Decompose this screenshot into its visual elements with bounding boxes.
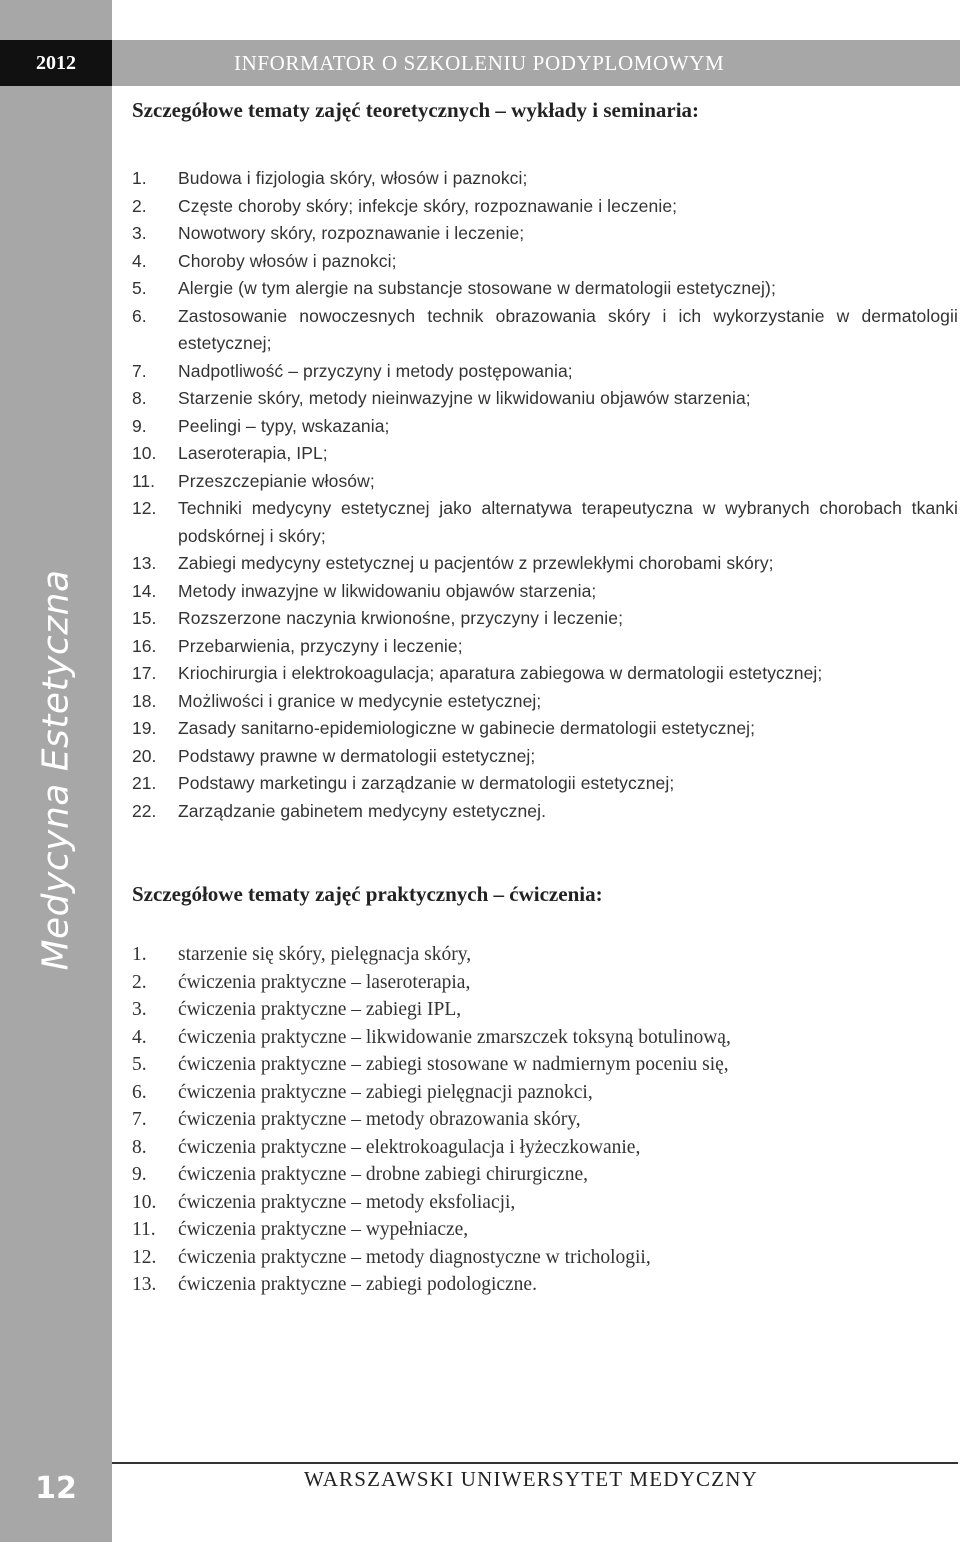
list-item-number: 10. — [132, 443, 157, 463]
list-item-number: 15. — [132, 608, 157, 628]
footer-institution: WARSZAWSKI UNIWERSYTET MEDYCZNY — [304, 1467, 758, 1491]
list-item-number: 19. — [132, 718, 157, 738]
list-item — [132, 550, 958, 578]
list-item-text: ćwiczenia praktyczne – elektrokoagulacja i łyżeczkowanie, — [178, 1136, 641, 1158]
list-item-number: 11. — [132, 1219, 156, 1240]
list-item-number: 4. — [132, 250, 147, 271]
list-item-number: 7. — [132, 360, 147, 381]
list-item — [132, 358, 958, 386]
list-item-text: Zarządzanie gabinetem medycyny estetycznej. — [178, 800, 547, 821]
list-item-text: Alergie (w tym alergie na substancje stosowane w dermatologii estetycznej); — [178, 278, 776, 298]
header-title: INFORMATOR O SZKOLENIU PODYPLOMOWYM — [234, 50, 725, 75]
list-item — [132, 688, 958, 716]
list-item — [132, 413, 958, 441]
list-item-text: Zastosowanie nowoczesnych technik obrazowania skóry i ich wykorzystanie w dermatologii estetycznej; — [178, 305, 958, 353]
list-item — [132, 996, 958, 1024]
list-item-number: 3. — [132, 999, 147, 1020]
list-item-number: 8. — [132, 1136, 147, 1158]
list-item-text: ćwiczenia praktyczne – zabiegi pielęgnacji paznokci, — [178, 1081, 593, 1103]
list-item — [132, 1216, 958, 1244]
list-item — [132, 1024, 958, 1052]
list-item — [132, 578, 958, 606]
list-item-number: 14. — [132, 580, 157, 601]
list-item — [132, 941, 958, 969]
list-item — [132, 1079, 958, 1107]
list-item-text: Możliwości i granice w medycynie estetycznej; — [178, 690, 542, 711]
list-item-text: Starzenie skóry, metody nieinwazyjne w likwidowaniu objawów starzenia; — [178, 388, 751, 408]
list-item — [132, 770, 958, 798]
list-item-text: Nowotwory skóry, rozpoznawanie i leczenie; — [178, 223, 525, 243]
list-item-text: ćwiczenia praktyczne – laseroterapia, — [178, 971, 471, 993]
list-item-number: 2. — [132, 195, 147, 216]
list-item — [132, 440, 958, 468]
list-item-text: ćwiczenia praktyczne – drobne zabiegi chirurgiczne, — [178, 1164, 589, 1185]
list-item-number: 10. — [132, 1191, 157, 1213]
sidebar-band — [0, 0, 112, 1542]
list-item-number: 12. — [132, 1246, 157, 1268]
list-item-text: Rozszerzone naczynia krwionośne, przyczyny i leczenie; — [178, 608, 624, 628]
list-item-text: Podstawy prawne w dermatologii estetycznej; — [178, 745, 536, 766]
list-item-text: Nadpotliwość – przyczyny i metody postępowania; — [178, 360, 573, 381]
list-item-number: 16. — [132, 635, 157, 656]
list-item-text: Zabiegi medycyny estetycznej u pacjentów z przewlekłymi chorobami skóry; — [178, 553, 774, 573]
list-item-number: 11. — [132, 470, 156, 491]
list-item-text: ćwiczenia praktyczne – wypełniacze, — [178, 1219, 469, 1240]
list-item-number: 2. — [132, 971, 147, 993]
list-item — [132, 1106, 958, 1134]
list-item — [132, 1161, 958, 1189]
list-item-text: ćwiczenia praktyczne – zabiegi podologiczne. — [178, 1274, 537, 1295]
list-item — [132, 275, 958, 303]
list-item — [132, 660, 958, 688]
list-item-text: Częste choroby skóry; infekcje skóry, rozpoznawanie i leczenie; — [178, 195, 678, 216]
list-item — [132, 1189, 958, 1217]
list-item-number: 6. — [132, 305, 147, 326]
list-item — [132, 1271, 958, 1299]
practice-section-title: Szczegółowe tematy zajęć praktycznych – ćwiczenia: — [132, 882, 603, 906]
list-item — [132, 1051, 958, 1079]
list-item-number: 20. — [132, 745, 157, 766]
list-item-text: ćwiczenia praktyczne – metody eksfoliacji, — [178, 1191, 516, 1213]
list-item-text: ćwiczenia praktyczne – zabiegi IPL, — [178, 999, 462, 1020]
theory-topic-list — [132, 165, 958, 825]
practice-topic-list — [132, 941, 958, 1299]
list-item-number: 3. — [132, 223, 147, 243]
list-item-text: Przeszczepianie włosów; — [178, 470, 375, 491]
list-item-number: 4. — [132, 1026, 147, 1048]
list-item-number: 5. — [132, 278, 147, 298]
list-item-text: Laseroterapia, IPL; — [178, 443, 328, 463]
list-item — [132, 715, 958, 743]
list-item — [132, 633, 958, 661]
list-item — [132, 1134, 958, 1162]
list-item-text: ćwiczenia praktyczne – metody diagnostyczne w trichologii, — [178, 1246, 651, 1268]
list-item-number: 17. — [132, 663, 157, 683]
footer-divider — [112, 1462, 958, 1464]
list-item-number: 8. — [132, 388, 147, 408]
list-item — [132, 743, 958, 771]
list-item-number: 13. — [132, 553, 157, 573]
list-item-text: Kriochirurgia i elektrokoagulacja; aparatura zabiegowa w dermatologii estetycznej; — [178, 663, 823, 683]
list-item-text: Peelingi – typy, wskazania; — [178, 415, 390, 436]
list-item-number: 21. — [132, 773, 157, 793]
list-item-text: Przebarwienia, przyczyny i leczenie; — [178, 635, 463, 656]
list-item-number: 9. — [132, 1164, 147, 1185]
list-item-text: ćwiczenia praktyczne – likwidowanie zmarszczek toksyną botulinową, — [178, 1026, 731, 1048]
list-item — [132, 969, 958, 997]
page-number: 12 — [35, 1470, 77, 1506]
list-item-number: 7. — [132, 1109, 147, 1130]
list-item — [132, 495, 958, 550]
list-item-text: Zasady sanitarno-epidemiologiczne w gabinecie dermatologii estetycznej; — [178, 718, 756, 738]
list-item — [132, 385, 958, 413]
list-item — [132, 798, 958, 826]
list-item-number: 13. — [132, 1274, 157, 1295]
vertical-section-title: Medycyna Estetyczna — [35, 569, 77, 971]
list-item-number: 6. — [132, 1081, 147, 1103]
list-item-number: 1. — [132, 944, 147, 965]
theory-section-title: Szczegółowe tematy zajęć teoretycznych – wykłady i seminaria: — [132, 98, 700, 122]
list-item-text: Budowa i fizjologia skóry, włosów i paznokci; — [178, 168, 528, 188]
year-label: 2012 — [0, 40, 112, 86]
list-item-number: 9. — [132, 415, 147, 436]
list-item — [132, 1244, 958, 1272]
list-item-text: Podstawy marketingu i zarządzanie w dermatologii estetycznej; — [178, 773, 675, 793]
list-item — [132, 248, 958, 276]
header-bar — [112, 40, 960, 86]
list-item-text: ćwiczenia praktyczne – metody obrazowania skóry, — [178, 1109, 581, 1130]
list-item-number: 1. — [132, 168, 147, 188]
list-item — [132, 193, 958, 221]
list-item-number: 12. — [132, 498, 157, 518]
list-item-number: 5. — [132, 1054, 147, 1075]
list-item — [132, 303, 958, 358]
list-item-text: Choroby włosów i paznokci; — [178, 250, 397, 271]
main-content — [132, 98, 958, 1299]
list-item-number: 22. — [132, 800, 157, 821]
list-item-text: Metody inwazyjne w likwidowaniu objawów starzenia; — [178, 580, 597, 601]
list-item-text: starzenie się skóry, pielęgnacja skóry, — [178, 944, 472, 965]
list-item — [132, 468, 958, 496]
list-item — [132, 605, 958, 633]
list-item-number: 18. — [132, 690, 157, 711]
list-item — [132, 220, 958, 248]
list-item-text: Techniki medycyny estetycznej jako alternatywa terapeutyczna w wybranych chorobach tkanki podskórnej i skóry; — [178, 498, 958, 546]
list-item-text: ćwiczenia praktyczne – zabiegi stosowane w nadmiernym poceniu się, — [178, 1054, 729, 1075]
list-item — [132, 165, 958, 193]
